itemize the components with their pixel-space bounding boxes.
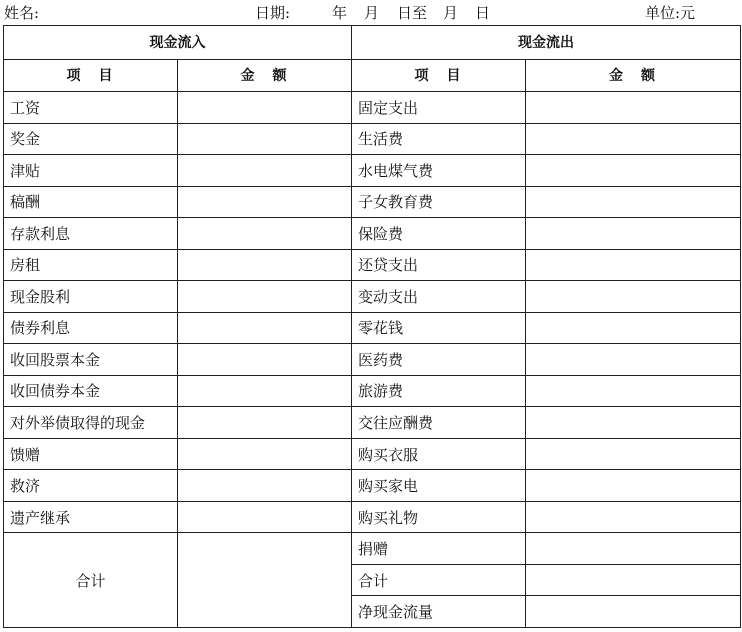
column-header-row xyxy=(4,59,741,92)
outflow-item-cell: 医药费 xyxy=(352,344,526,376)
inflow-item-cell: 存款利息 xyxy=(4,218,178,250)
outflow-item-cell: 购买家电 xyxy=(352,470,526,502)
inflow-item-cell: 工资 xyxy=(4,92,178,124)
date-month-end: 月 xyxy=(443,4,459,22)
outflow-item-cell: 变动支出 xyxy=(352,281,526,313)
inflow-item-cell: 稿酬 xyxy=(4,186,178,218)
inflow-item-header: 项 目 xyxy=(4,59,178,92)
inflow-amount-cell[interactable] xyxy=(178,344,352,376)
outflow-item-cell: 交往应酬费 xyxy=(352,407,526,439)
inflow-amount-cell[interactable] xyxy=(178,438,352,470)
outflow-item-cell: 保险费 xyxy=(352,218,526,250)
inflow-total-label: 合计 xyxy=(4,533,178,628)
table-row xyxy=(4,533,741,565)
outflow-amount-cell[interactable] xyxy=(526,438,741,470)
outflow-amount-cell[interactable] xyxy=(526,344,741,376)
outflow-amount-cell[interactable] xyxy=(526,312,741,344)
outflow-item-cell: 子女教育费 xyxy=(352,186,526,218)
outflow-item-cell: 旅游费 xyxy=(352,375,526,407)
inflow-amount-cell[interactable] xyxy=(178,470,352,502)
outflow-amount-header: 金 额 xyxy=(526,59,741,92)
outflow-amount-cell[interactable] xyxy=(526,281,741,313)
inflow-amount-cell[interactable] xyxy=(178,218,352,250)
outflow-amount-cell[interactable] xyxy=(526,407,741,439)
inflow-amount-cell[interactable] xyxy=(178,92,352,124)
inflow-item-cell: 债券利息 xyxy=(4,312,178,344)
table-row xyxy=(4,312,741,344)
inflow-amount-cell[interactable] xyxy=(178,186,352,218)
outflow-title: 现金流出 xyxy=(352,26,741,60)
outflow-amount-cell[interactable] xyxy=(526,596,741,628)
table-row xyxy=(4,407,741,439)
inflow-amount-header: 金 额 xyxy=(178,59,352,92)
inflow-item-cell: 收回股票本金 xyxy=(4,344,178,376)
date-year: 年 xyxy=(332,4,348,22)
outflow-item-cell: 合计 xyxy=(352,564,526,596)
name-label: 姓名: xyxy=(4,4,40,22)
inflow-amount-cell[interactable] xyxy=(178,375,352,407)
form-header xyxy=(0,0,742,24)
outflow-amount-cell[interactable] xyxy=(526,470,741,502)
table-row xyxy=(4,501,741,533)
inflow-amount-cell[interactable] xyxy=(178,281,352,313)
cash-flow-table xyxy=(3,25,741,628)
outflow-item-cell: 零花钱 xyxy=(352,312,526,344)
table-row xyxy=(4,281,741,313)
outflow-amount-cell[interactable] xyxy=(526,533,741,565)
inflow-amount-cell[interactable] xyxy=(178,407,352,439)
table-row xyxy=(4,123,741,155)
outflow-amount-cell[interactable] xyxy=(526,186,741,218)
inflow-amount-cell[interactable] xyxy=(178,155,352,187)
outflow-item-cell: 固定支出 xyxy=(352,92,526,124)
inflow-title: 现金流入 xyxy=(4,26,352,60)
inflow-amount-cell[interactable] xyxy=(178,312,352,344)
table-row xyxy=(4,92,741,124)
section-header-row xyxy=(4,26,741,60)
outflow-item-header: 项 目 xyxy=(352,59,526,92)
inflow-item-cell: 房租 xyxy=(4,249,178,281)
table-row xyxy=(4,186,741,218)
table-row xyxy=(4,470,741,502)
table-row xyxy=(4,249,741,281)
outflow-amount-cell[interactable] xyxy=(526,155,741,187)
inflow-item-cell: 遗产继承 xyxy=(4,501,178,533)
inflow-amount-cell[interactable] xyxy=(178,123,352,155)
inflow-amount-cell[interactable] xyxy=(178,501,352,533)
date-month-start: 月 xyxy=(364,4,380,22)
table-row xyxy=(4,438,741,470)
outflow-item-cell: 净现金流量 xyxy=(352,596,526,628)
date-day-end: 日 xyxy=(475,4,491,22)
inflow-item-cell: 馈赠 xyxy=(4,438,178,470)
table-row xyxy=(4,218,741,250)
outflow-item-cell: 生活费 xyxy=(352,123,526,155)
inflow-item-cell: 救济 xyxy=(4,470,178,502)
outflow-amount-cell[interactable] xyxy=(526,375,741,407)
inflow-item-cell: 奖金 xyxy=(4,123,178,155)
outflow-item-cell: 购买礼物 xyxy=(352,501,526,533)
inflow-amount-cell[interactable] xyxy=(178,249,352,281)
outflow-amount-cell[interactable] xyxy=(526,218,741,250)
inflow-total-amount-cell[interactable] xyxy=(178,533,352,628)
inflow-item-cell: 津贴 xyxy=(4,155,178,187)
table-row xyxy=(4,155,741,187)
table-row xyxy=(4,344,741,376)
outflow-amount-cell[interactable] xyxy=(526,123,741,155)
date-label: 日期: xyxy=(255,4,291,22)
inflow-item-cell: 现金股利 xyxy=(4,281,178,313)
date-day-to: 日至 xyxy=(397,4,428,22)
inflow-item-cell: 对外举债取得的现金 xyxy=(4,407,178,439)
table-row xyxy=(4,375,741,407)
unit-label: 单位:元 xyxy=(645,4,696,22)
outflow-amount-cell[interactable] xyxy=(526,501,741,533)
outflow-item-cell: 还贷支出 xyxy=(352,249,526,281)
outflow-amount-cell[interactable] xyxy=(526,564,741,596)
outflow-item-cell: 捐赠 xyxy=(352,533,526,565)
inflow-item-cell: 收回债券本金 xyxy=(4,375,178,407)
outflow-amount-cell[interactable] xyxy=(526,249,741,281)
outflow-amount-cell[interactable] xyxy=(526,92,741,124)
outflow-item-cell: 水电煤气费 xyxy=(352,155,526,187)
outflow-item-cell: 购买衣服 xyxy=(352,438,526,470)
